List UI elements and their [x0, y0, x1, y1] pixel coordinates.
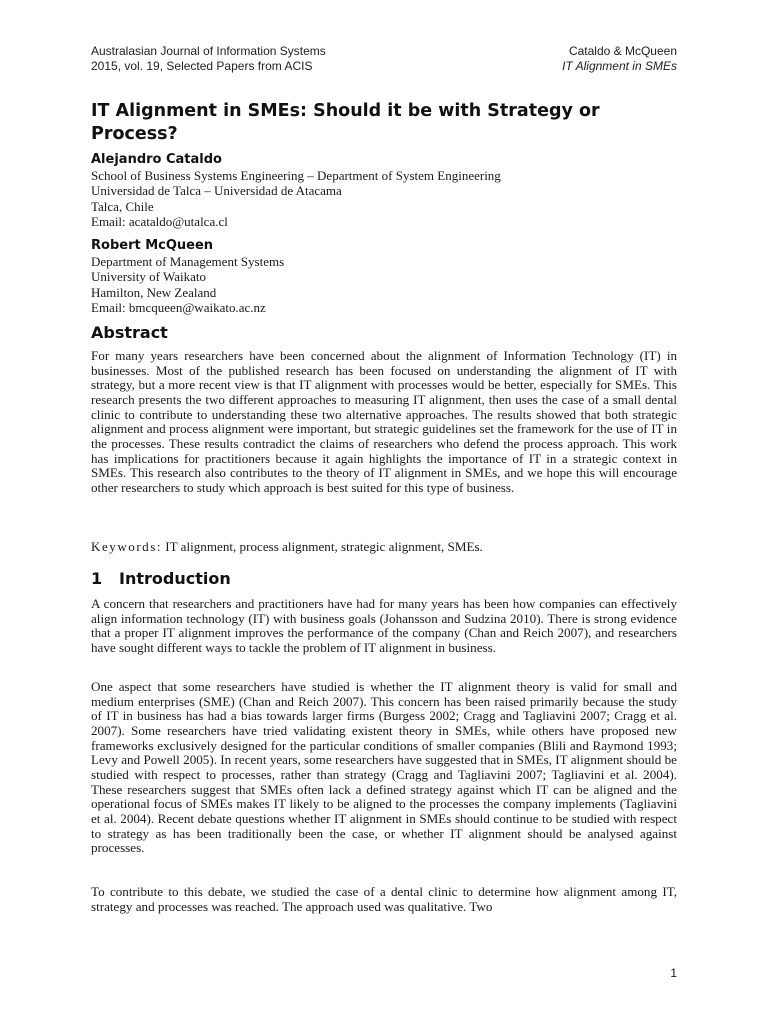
section-number: 1	[91, 569, 103, 588]
intro-paragraph-2: One aspect that some researchers have studied is whether the IT alignment theory is valid for small and medium enterprises (SME) (Chan and Reich 2007). This concern has been raised primarily because the study of IT in business has had a bias towards larger firms (Burgess 2002; Cragg and Tagliavini 2007; Cragg et al. 2007). Some researchers have tried validating existent theory in SMEs, while others have proposed new frameworks exclusively designed for the particular conditions of smaller companies (Blili and Raymond 1993; Levy and Powell 2005). In recent years, some researchers have suggested that in SMEs, IT alignment should be studied with respect to processes, rather than strategy (Cragg and Tagliavini 2007; Tagliavini et al. 2004). These researchers suggest that SMEs often lack a defined strategy against which IT can be aligned and the operational focus of SMEs makes IT likely to be aligned to the processes the company implements (Tagliavini et al. 2004). Recent debate questions whether IT alignment in SMEs should continue to be studied with respect to strategy as has been traditionally been the case, or whether IT alignment should be analysed against processes.	[91, 679, 677, 856]
running-short-title: IT Alignment in SMEs	[562, 59, 677, 73]
journal-name: Australasian Journal of Information Systems	[91, 44, 326, 58]
keywords-label: Keywords:	[91, 539, 162, 554]
author-block-1	[91, 151, 677, 230]
author-email: Email: acataldo@utalca.cl	[91, 214, 228, 230]
section-heading-introduction	[91, 569, 231, 589]
abstract-text: For many years researchers have been concerned about the alignment of Information Technology (IT) in businesses. Most of the published research has been focused on understanding the alignment of IT with strategy, but a more recent view is that IT alignment with processes would be better, especially for SMEs. This research presents the two different approaches to measuring IT alignment, then uses the case of a small dental clinic to contribute to understanding these two alternative approaches. The results showed that both strategic alignment and process alignment were important, but strategic guidelines set the framework for the use of IT in the processes. These results contradict the claims of researchers who defend the process approach. This work has implications for practitioners because it again highlights the importance of IT in a strategic context in SMEs. This research also contributes to the theory of IT alignment in SMEs, and we hope this will encourage other researchers to study which approach is best suited for this type of business.	[91, 348, 677, 495]
running-authors: Cataldo & McQueen	[568, 44, 677, 58]
author-name: Robert McQueen	[91, 238, 214, 253]
affiliation-line: University of Waikato	[91, 269, 206, 285]
affiliation-line: Talca, Chile	[91, 198, 154, 214]
intro-paragraph-1: A concern that researchers and practitioners have had for many years has been how companies can effectively align information technology (IT) with business goals (Johansson and Sudzina 2010). There is strong evidence that a proper IT alignment improves the performance of the company (Chan and Reich 2007), and researchers have sought different ways to tackle the problem of IT alignment in business.	[91, 596, 677, 655]
abstract-heading: Abstract	[91, 323, 168, 342]
section-title: Introduction	[119, 569, 231, 588]
journal-volume: 2015, vol. 19, Selected Papers from ACIS	[91, 59, 313, 73]
journal-info	[91, 44, 326, 74]
author-name: Alejandro Cataldo	[91, 152, 222, 167]
author-block-2	[91, 237, 677, 316]
paper-title: IT Alignment in SMEs: Should it be with Strategy or Process?	[91, 101, 600, 144]
paper-page	[91, 0, 677, 1024]
affiliation-line: Universidad de Talca – Universidad de Atacama	[91, 183, 342, 199]
running-title	[562, 44, 677, 74]
keywords	[91, 540, 677, 555]
affiliation-line: Hamilton, New Zealand	[91, 284, 217, 300]
page-number: 1	[670, 966, 677, 980]
keywords-list: IT alignment, process alignment, strategic alignment, SMEs.	[165, 539, 483, 554]
affiliation-line: Department of Management Systems	[91, 254, 285, 269]
affiliation-line: School of Business Systems Engineering – Department of System Engineering	[91, 168, 501, 183]
intro-paragraph-3: To contribute to this debate, we studied the case of a dental clinic to determine how alignment among IT, strategy and processes was reached. The approach used was qualitative. Two	[91, 884, 677, 914]
author-email: Email: bmcqueen@waikato.ac.nz	[91, 300, 266, 316]
